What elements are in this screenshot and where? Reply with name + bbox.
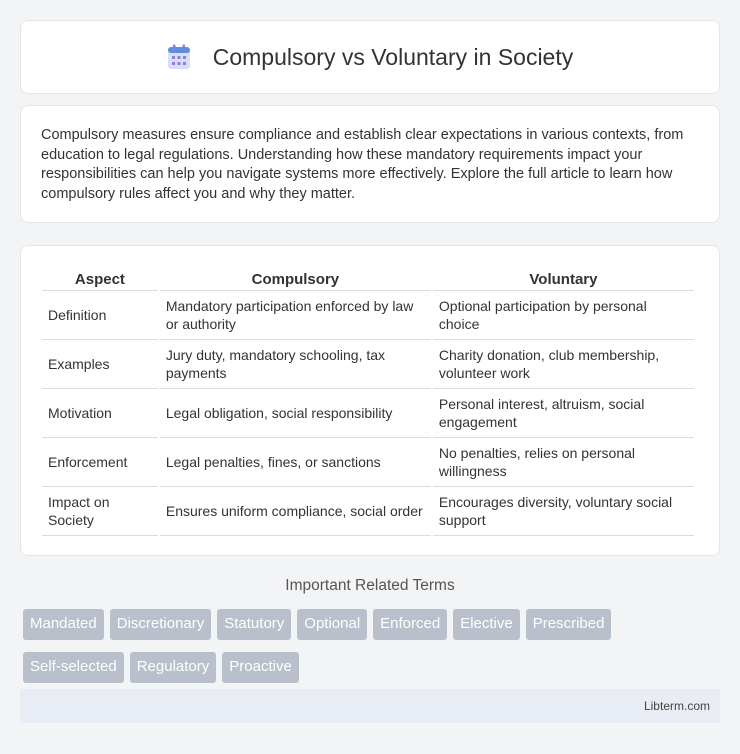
table-cell: Optional participation by personal choice <box>433 290 694 339</box>
table-cell: Jury duty, mandatory schooling, tax payments <box>160 339 431 388</box>
table-cell: Enforcement <box>42 437 158 486</box>
table-row <box>42 437 694 486</box>
table-cell: Examples <box>42 339 158 388</box>
related-term-tag[interactable]: Prescribed <box>526 609 612 640</box>
related-term-tag[interactable]: Proactive <box>222 652 299 683</box>
comparison-table-card <box>20 245 720 556</box>
table-row <box>42 388 694 437</box>
table-cell: No penalties, relies on personal willingness <box>433 437 694 486</box>
footer-site-link[interactable]: Libterm.com <box>643 699 710 713</box>
related-term-tag[interactable]: Regulatory <box>130 652 217 683</box>
related-term-tag[interactable]: Statutory <box>217 609 291 640</box>
table-cell: Legal obligation, social responsibility <box>160 388 431 437</box>
related-term-tag[interactable]: Enforced <box>373 609 447 640</box>
table-cell: Personal interest, altruism, social engagement <box>433 388 694 437</box>
page-title: Compulsory vs Voluntary in Society <box>212 43 574 70</box>
table-cell: Charity donation, club membership, volunteer work <box>433 339 694 388</box>
footer <box>20 689 720 723</box>
table-cell: Impact on Society <box>42 486 158 536</box>
column-header-aspect: Aspect <box>74 270 125 288</box>
comparison-table <box>40 266 696 536</box>
title-card <box>20 20 720 94</box>
related-term-tag[interactable]: Mandated <box>23 609 104 640</box>
related-term-tag[interactable]: Optional <box>297 609 367 640</box>
column-header-voluntary: Voluntary <box>529 270 598 288</box>
calendar-icon <box>167 44 191 70</box>
table-row <box>42 486 694 536</box>
related-term-tag[interactable]: Elective <box>453 609 520 640</box>
table-cell: Legal penalties, fines, or sanctions <box>160 437 431 486</box>
intro-card <box>20 105 720 223</box>
related-terms-list <box>23 609 713 695</box>
column-header-compulsory: Compulsory <box>251 270 340 288</box>
intro-text: Compulsory measures ensure compliance and establish clear expectations in various contexts, from education to legal regulations. Understanding how these mandatory requirements impact your responsibilities can help you navigate systems more effectively. Explore the full article to learn how compulsory rules affect you and why they matter. <box>41 127 684 202</box>
table-row <box>42 290 694 339</box>
table-cell: Definition <box>42 290 158 339</box>
related-term-tag[interactable]: Self-selected <box>23 652 124 683</box>
table-cell: Motivation <box>42 388 158 437</box>
related-terms-title: Important Related Terms <box>285 577 455 594</box>
table-row <box>42 339 694 388</box>
table-cell: Ensures uniform compliance, social order <box>160 486 431 536</box>
table-cell: Mandatory participation enforced by law or authority <box>160 290 431 339</box>
related-term-tag[interactable]: Discretionary <box>110 609 212 640</box>
table-cell: Encourages diversity, voluntary social support <box>433 486 694 536</box>
